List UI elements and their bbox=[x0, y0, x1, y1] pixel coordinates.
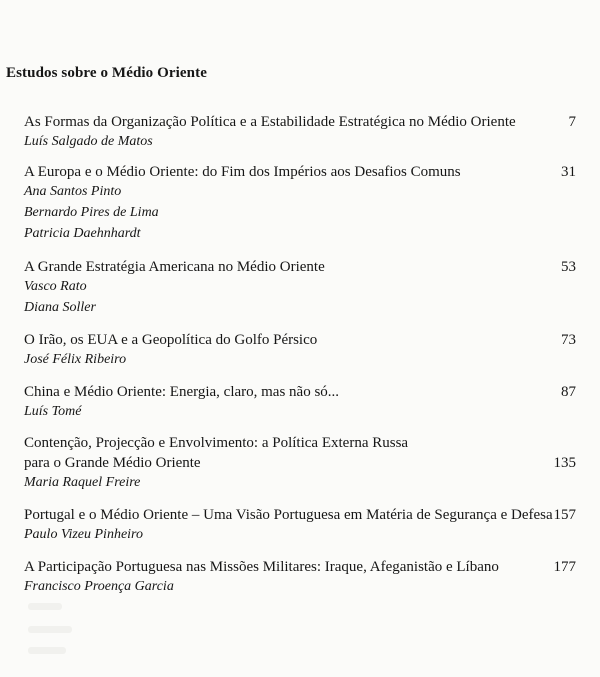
entry-title: A Participação Portuguesa nas Missões Militares: Iraque, Afeganistão e Líbano bbox=[24, 559, 499, 575]
contents-entry bbox=[24, 162, 576, 245]
section-title: Estudos sobre o Médio Oriente bbox=[6, 65, 207, 81]
entry-author: Luís Salgado de Matos bbox=[24, 134, 153, 149]
entry-page-number: 177 bbox=[553, 559, 576, 575]
entry-author: Vasco Rato bbox=[24, 279, 87, 294]
entry-title: A Europa e o Médio Oriente: do Fim dos Impérios aos Desafios Comuns bbox=[24, 164, 461, 180]
entry-author: Maria Raquel Freire bbox=[24, 475, 141, 490]
entry-author: José Félix Ribeiro bbox=[24, 352, 127, 367]
contents-entry bbox=[24, 382, 576, 423]
entry-author: Patricia Daehnhardt bbox=[24, 226, 141, 241]
contents-entry bbox=[24, 257, 576, 319]
entry-title: Contenção, Projecção e Envolvimento: a Política Externa Russa bbox=[24, 435, 409, 451]
contents-entry bbox=[24, 505, 576, 546]
contents-entry bbox=[24, 112, 576, 153]
entry-author: Luís Tomé bbox=[24, 404, 82, 419]
contents-entry bbox=[24, 433, 576, 494]
contents-entry bbox=[24, 557, 576, 598]
entry-author: Ana Santos Pinto bbox=[24, 184, 122, 199]
entry-title-continuation: para o Grande Médio Oriente bbox=[24, 455, 201, 471]
entry-title: Portugal e o Médio Oriente – Uma Visão Portuguesa em Matéria de Segurança e Defesa bbox=[24, 507, 553, 523]
faint-bleed-through-mark bbox=[28, 603, 62, 610]
faint-bleed-through-mark bbox=[28, 647, 66, 654]
entry-author: Paulo Vizeu Pinheiro bbox=[24, 527, 143, 542]
faint-bleed-through-mark bbox=[28, 626, 72, 633]
entry-author: Bernardo Pires de Lima bbox=[24, 205, 159, 220]
entry-title: A Grande Estratégia Americana no Médio Oriente bbox=[24, 259, 325, 275]
entry-author: Diana Soller bbox=[24, 300, 96, 315]
contents-entry bbox=[24, 330, 576, 371]
entry-page-number: 7 bbox=[568, 114, 576, 130]
entry-page-number: 157 bbox=[553, 507, 576, 523]
entry-page-number: 73 bbox=[561, 332, 576, 348]
entry-title: China e Médio Oriente: Energia, claro, mas não só... bbox=[24, 384, 340, 400]
entry-page-number: 53 bbox=[561, 259, 576, 275]
entry-page-number: 31 bbox=[561, 164, 576, 180]
entry-title: As Formas da Organização Política e a Estabilidade Estratégica no Médio Oriente bbox=[24, 114, 516, 130]
entry-title: O Irão, os EUA e a Geopolítica do Golfo Pérsico bbox=[24, 332, 318, 348]
entry-page-number: 135 bbox=[553, 455, 576, 471]
entry-author: Francisco Proença Garcia bbox=[24, 579, 174, 594]
entry-page-number: 87 bbox=[561, 384, 576, 400]
